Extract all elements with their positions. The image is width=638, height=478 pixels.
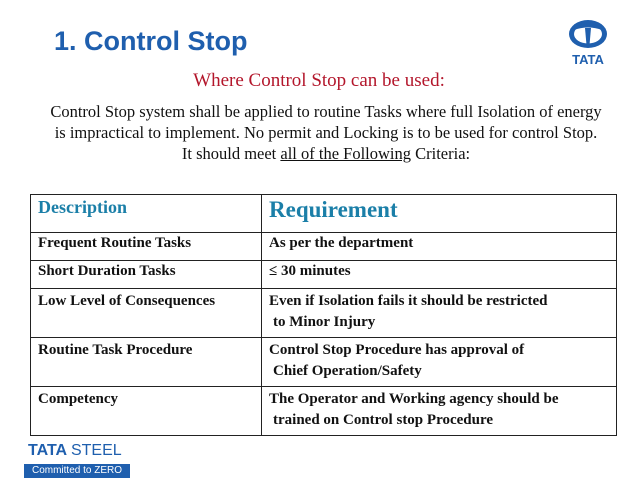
criteria-table (30, 194, 617, 436)
requirement-line: Chief Operation/Safety (273, 363, 422, 379)
tagline-badge: Committed to ZERO (24, 464, 130, 478)
requirement-line: The Operator and Working agency should be (269, 391, 559, 407)
section-subtitle: Where Control Stop can be used: (193, 70, 445, 91)
table-row (31, 338, 617, 387)
tata-steel-brand (28, 442, 122, 460)
description-cell: Routine Task Procedure (31, 338, 262, 387)
description-cell: Low Level of Consequences (31, 289, 262, 338)
table-row (31, 289, 617, 338)
column-header-description: Description (31, 195, 262, 233)
table-header-row (31, 195, 617, 233)
table-row (31, 233, 617, 261)
intro-text-end: Criteria: (411, 144, 471, 163)
tata-logo (566, 18, 610, 68)
brand-bold: TATA (28, 442, 67, 459)
description-cell: Frequent Routine Tasks (31, 233, 262, 261)
requirement-line: Control Stop Procedure has approval of (269, 342, 525, 358)
tata-emblem-icon (566, 18, 610, 50)
column-header-requirement: Requirement (262, 195, 617, 233)
intro-underlined-text: all of the Following (280, 144, 412, 163)
description-cell: Short Duration Tasks (31, 261, 262, 289)
requirement-cell (262, 387, 617, 436)
page-title: 1. Control Stop (54, 26, 248, 56)
brand-light: STEEL (70, 442, 122, 459)
requirement-line: trained on Control stop Procedure (273, 412, 493, 428)
requirement-line: to Minor Injury (273, 314, 376, 330)
requirement-cell: As per the department (262, 233, 617, 261)
requirement-cell: ≤ 30 minutes (262, 261, 617, 289)
requirement-line: Even if Isolation fails it should be restricted (269, 293, 548, 309)
intro-paragraph (48, 101, 604, 164)
intro-text-start: Control Stop system shall be applied to routine Tasks where full Isolation of energy is impractical to implement. No permit and Locking is to be used for control Stop. It should meet (50, 102, 602, 163)
logo-wordmark: TATA (572, 52, 604, 67)
requirement-cell (262, 289, 617, 338)
description-cell: Competency (31, 387, 262, 436)
table-row (31, 261, 617, 289)
requirement-cell (262, 338, 617, 387)
table-row (31, 387, 617, 436)
